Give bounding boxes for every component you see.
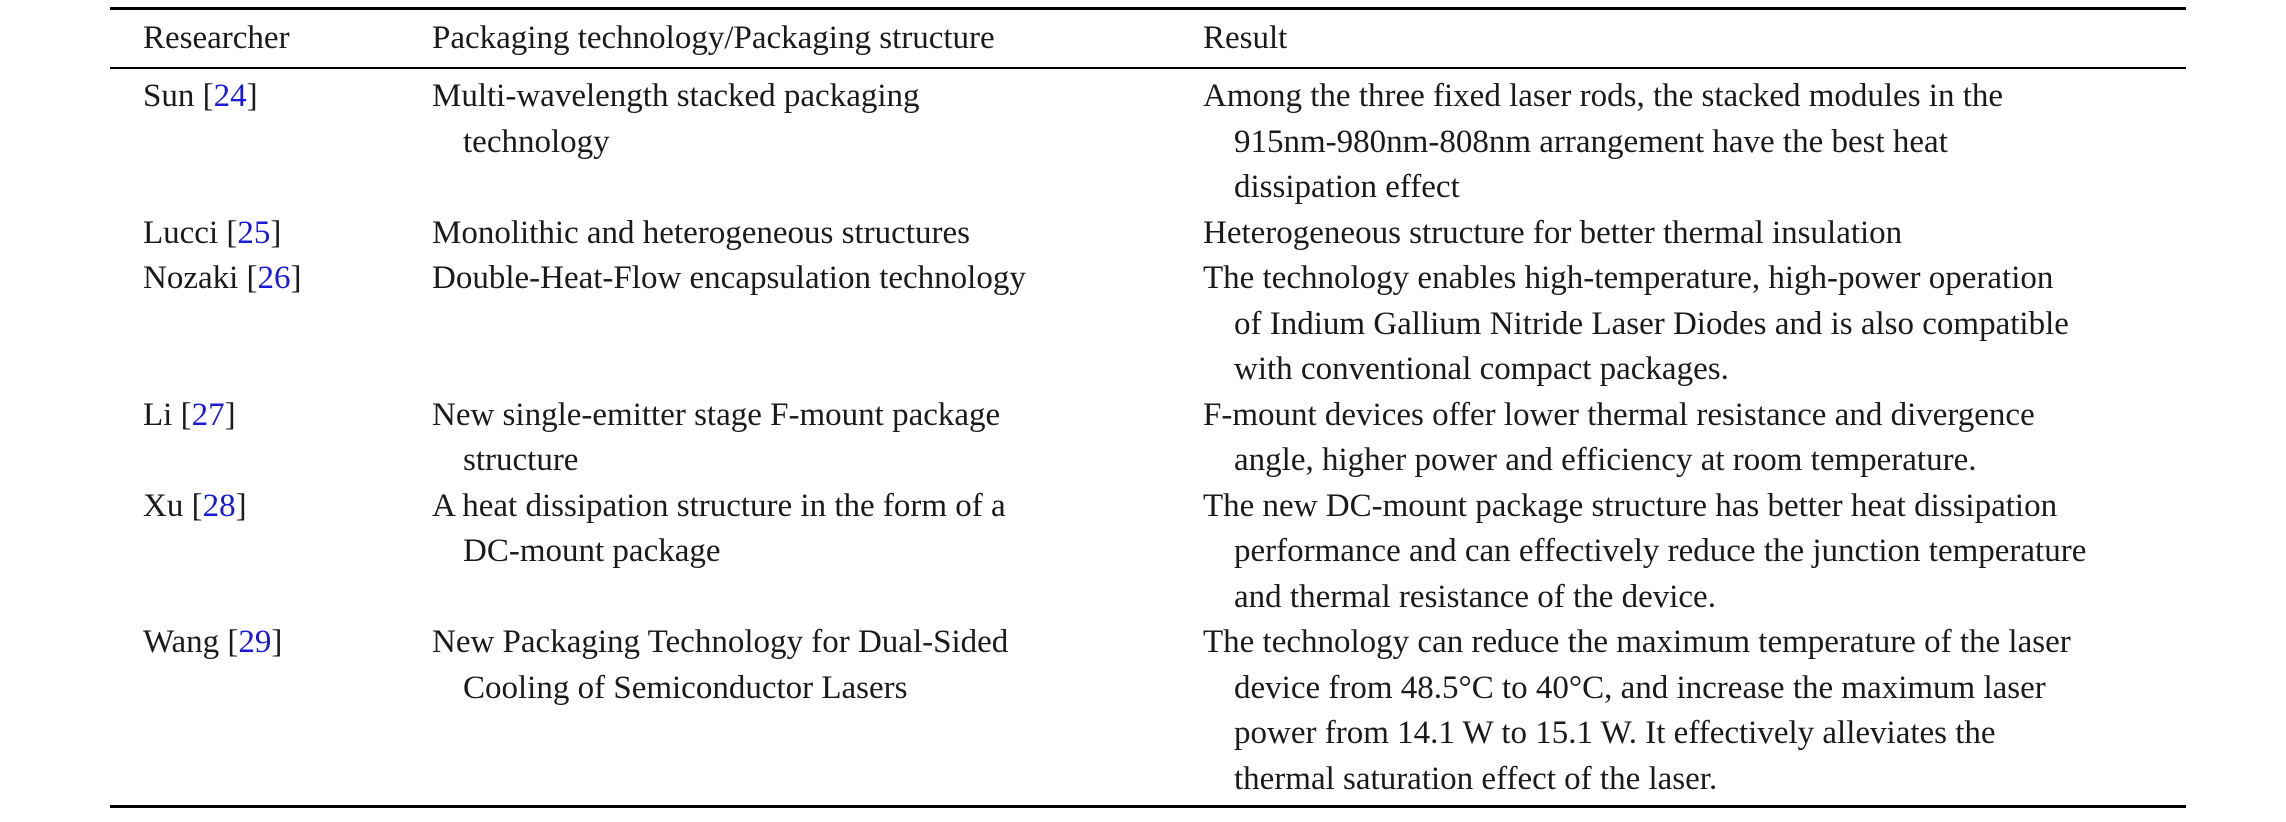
- result-line: thermal saturation effect of the laser.: [1234, 760, 1718, 797]
- result-cell: [1203, 74, 2003, 211]
- researcher-cell: Li [27]: [143, 396, 236, 433]
- result-line: F-mount devices offer lower thermal resistance and divergence: [1203, 396, 2035, 433]
- researcher-name: Lucci: [143, 214, 219, 251]
- researcher-cell: Nozaki [26]: [143, 260, 302, 296]
- result-line: device from 48.5°C to 40°C, and increase the maximum laser: [1234, 669, 2046, 706]
- researcher-cell: Wang [29]: [143, 624, 283, 660]
- citation-link[interactable]: 25: [237, 214, 271, 251]
- result-line: The technology can reduce the maximum temperature of the laser: [1203, 624, 2071, 660]
- result-line: The technology enables high-temperature, high-power operation: [1203, 260, 2054, 296]
- result-line: with conventional compact packages.: [1234, 351, 1729, 387]
- result-line: Among the three fixed laser rods, the stacked modules in the: [1203, 78, 2004, 114]
- result-line: of Indium Gallium Nitride Laser Diodes and is also compatible: [1234, 305, 2069, 342]
- technology-line: A heat dissipation structure in the form of a: [432, 487, 1006, 524]
- result-line: dissipation effect: [1234, 169, 1460, 205]
- result-line: power from 14.1 W to 15.1 W. It effectively alleviates the: [1234, 715, 1996, 751]
- technology-cell: [432, 620, 1008, 711]
- header-researcher: Researcher: [143, 20, 290, 56]
- citation-link[interactable]: 24: [213, 78, 247, 114]
- researcher-name: Nozaki: [143, 260, 239, 296]
- technology-line: DC-mount package: [463, 533, 721, 569]
- researcher-name: Sun: [143, 78, 195, 114]
- result-cell: [1203, 256, 2069, 393]
- table-header-rule: [110, 67, 2186, 69]
- researcher-name: Wang: [143, 624, 220, 660]
- table-top-rule: [110, 7, 2186, 10]
- researcher-cell: Sun [24]: [143, 78, 258, 114]
- result-cell: [1203, 620, 2071, 802]
- result-cell: [1203, 211, 1902, 257]
- technology-line: technology: [463, 123, 610, 160]
- researcher-name: Xu: [143, 487, 184, 524]
- result-line: angle, higher power and efficiency at room temperature.: [1234, 442, 1977, 478]
- technology-line: New single-emitter stage F-mount package: [432, 396, 1001, 433]
- technology-line: New Packaging Technology for Dual-Sided: [432, 624, 1009, 660]
- technology-cell: [432, 393, 1000, 484]
- citation-link[interactable]: 26: [257, 260, 291, 296]
- citation-link[interactable]: 28: [202, 487, 236, 524]
- technology-cell: [432, 484, 1006, 575]
- result-cell: [1203, 484, 2086, 621]
- technology-line: Monolithic and heterogeneous structures: [432, 214, 970, 251]
- technology-line: Multi-wavelength stacked packaging: [432, 78, 920, 114]
- technology-cell: [432, 256, 1026, 302]
- technology-line: Cooling of Semiconductor Lasers: [463, 669, 908, 706]
- citation-link[interactable]: 29: [238, 624, 272, 660]
- result-line: Heterogeneous structure for better thermal insulation: [1203, 214, 1903, 251]
- header-result: Result: [1203, 20, 1288, 56]
- citation-link[interactable]: 27: [191, 396, 225, 433]
- researcher-name: Li: [143, 396, 173, 433]
- researcher-cell: Lucci [25]: [143, 214, 282, 251]
- technology-line: structure: [463, 442, 579, 478]
- result-line: 915nm-980nm-808nm arrangement have the best heat: [1234, 123, 1948, 160]
- technology-cell: [432, 211, 970, 257]
- table-bottom-rule: [110, 805, 2186, 808]
- header-technology: Packaging technology/Packaging structure: [432, 20, 995, 56]
- researcher-cell: Xu [28]: [143, 487, 247, 524]
- result-line: and thermal resistance of the device.: [1234, 578, 1716, 615]
- result-line: The new DC-mount package structure has better heat dissipation: [1203, 487, 2058, 524]
- technology-cell: [432, 74, 920, 165]
- result-line: performance and can effectively reduce the junction temperature: [1234, 533, 2087, 569]
- result-cell: [1203, 393, 2035, 484]
- technology-line: Double-Heat-Flow encapsulation technology: [432, 260, 1026, 296]
